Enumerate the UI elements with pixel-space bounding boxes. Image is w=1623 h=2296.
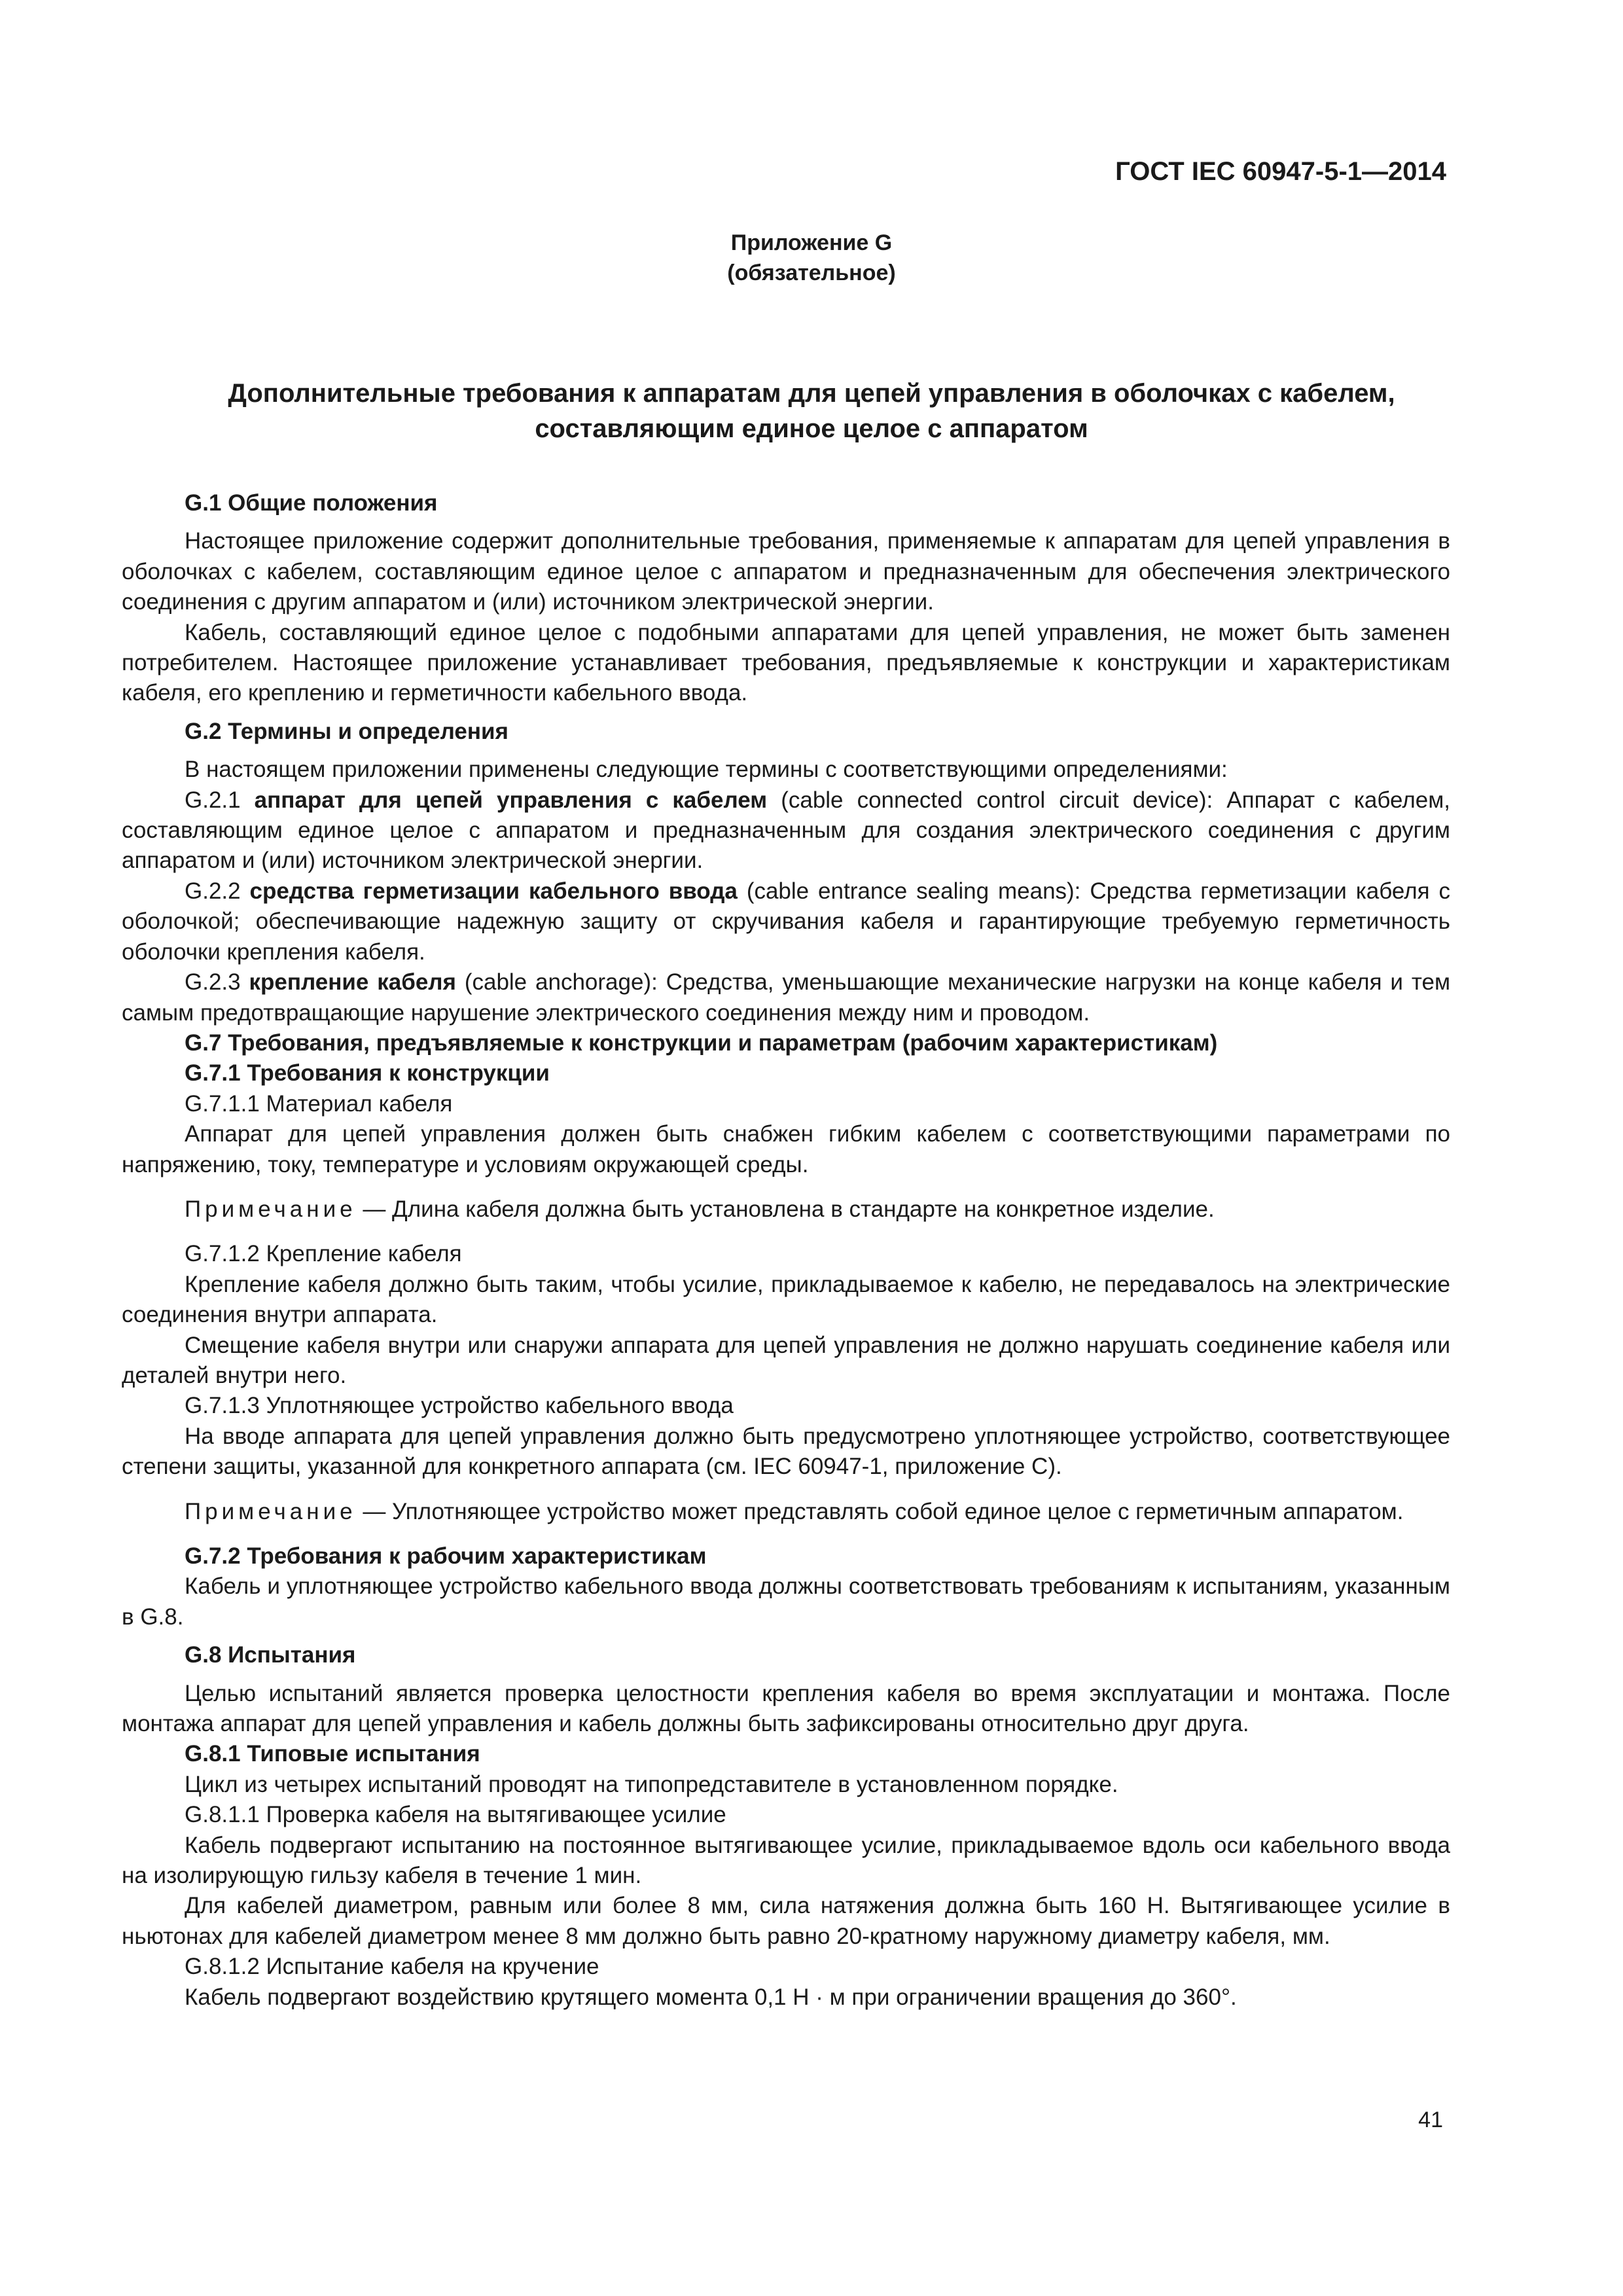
clause-heading-g811: G.8.1.1 Проверка кабеля на вытягивающее усилие <box>185 1802 726 1828</box>
section-heading-g2: G.2 Термины и определения <box>185 718 508 744</box>
subsection-heading-g81: G.8.1 Типовые испытания <box>185 1741 480 1767</box>
term-definition-g21 <box>122 785 1450 876</box>
annex-title-line-1: Дополнительные требования к аппаратам для цепей управления в оболочках с кабелем, <box>228 379 1395 408</box>
term-number: G.2.3 <box>185 969 249 996</box>
term-definition-g23 <box>122 967 1450 1028</box>
note-text: — Длина кабеля должна быть установлена в стандарте на конкретное изделие. <box>356 1196 1215 1222</box>
paragraph: Крепление кабеля должно быть таким, чтобы усилие, прикладываемое к кабелю, не передавалось на электрические соединения внутри аппарата. <box>122 1271 1450 1328</box>
note-2 <box>122 1497 1450 1527</box>
clause-heading-g712: G.7.1.2 Крепление кабеля <box>185 1241 462 1267</box>
note-text: — Уплотняющее устройство может представлять собой единое целое с герметичным аппаратом. <box>356 1498 1404 1524</box>
section-heading-g8: G.8 Испытания <box>185 1642 356 1668</box>
note-1 <box>122 1194 1450 1225</box>
clause-heading-g711: G.7.1.1 Материал кабеля <box>185 1090 453 1117</box>
term-name: аппарат для цепей управления с кабелем <box>254 787 768 813</box>
term-text: (cable anchorage): Средства, уменьшающие механические нагрузки на конце кабеля и тем самым предотвращающие нарушение электрического соединения между ним и проводом. <box>122 969 1451 1026</box>
clause-heading-g812: G.8.1.2 Испытание кабеля на кручение <box>185 1954 599 1980</box>
paragraph: На вводе аппарата для цепей управления должно быть предусмотрено уплотняющее устройство, соответствующее степени защиты, указанной для конкретного аппарата (см. IEC 60947-1, приложение C). <box>122 1423 1450 1480</box>
annex-label: Приложение G <box>730 230 893 255</box>
subsection-heading-g71: G.7.1 Требования к конструкции <box>185 1060 550 1086</box>
page-number: 41 <box>1418 2108 1443 2132</box>
annex-title-line-2: составляющим единое целое с аппаратом <box>535 414 1088 443</box>
paragraph: Целью испытаний является проверка целостности крепления кабеля во время эксплуатации и монтажа. После монтажа аппарат для цепей управления и кабель должны быть зафиксированы относительно друг друга. <box>122 1680 1450 1737</box>
paragraph: Кабель и уплотняющее устройство кабельного ввода должны соответствовать требованиям к испытаниям, указанным в G.8. <box>122 1573 1450 1630</box>
term-number: G.2.2 <box>185 878 250 904</box>
paragraph: Для кабелей диаметром, равным или более 8 мм, сила натяжения должна быть 160 Н. Вытягивающее усилие в ньютонах для кабелей диаметром менее 8 мм должно быть равно 20-кратному наружному диаметру кабеля, мм. <box>122 1893 1450 1949</box>
term-name: средства герметизации кабельного ввода <box>249 878 738 904</box>
paragraph: Кабель подвергают испытанию на постоянное вытягивающее усилие, прикладываемое вдоль оси кабельного ввода на изолирующую гильзу кабеля в течение 1 мин. <box>122 1832 1450 1889</box>
note-label: Примечание <box>185 1196 357 1222</box>
paragraph: Аппарат для цепей управления должен быть снабжен гибким кабелем с соответствующими параметрами по напряжению, току, температуре и условиям окружающей среды. <box>122 1121 1450 1177</box>
paragraph: Кабель, составляющий единое целое с подобными аппаратами для цепей управления, не может быть заменен потребителем. Настоящее приложение устанавливает требования, предъявляемые к конструкции и характеристикам кабеля, его креплению и герметичности кабельного ввода. <box>122 619 1450 706</box>
paragraph: Цикл из четырех испытаний проводят на типопредставителе в установленном порядке. <box>185 1771 1118 1797</box>
standard-designation: ГОСТ IEC 60947-5-1—2014 <box>1115 157 1446 186</box>
document-body <box>122 488 1450 2013</box>
paragraph: В настоящем приложении применены следующие термины с соответствующими определениями: <box>185 757 1228 783</box>
term-name: крепление кабеля <box>249 969 456 996</box>
paragraph: Смещение кабеля внутри или снаружи аппарата для цепей управления не должно нарушать соединение кабеля или деталей внутри него. <box>122 1332 1450 1388</box>
note-label: Примечание <box>185 1498 357 1524</box>
term-definition-g22 <box>122 876 1450 967</box>
annex-status: (обязательное) <box>727 260 896 285</box>
section-heading-g7: G.7 Требования, предъявляемые к конструкции и параметрам (рабочим характеристикам) <box>185 1030 1218 1056</box>
term-text: (cable entrance sealing means): Средства герметизации кабеля с оболочкой; обеспечивающие надежную защиту от скручивания кабеля и гарантирующие требуемую герметичность оболочки крепления кабеля. <box>122 878 1451 965</box>
annex-title <box>0 376 1623 446</box>
subsection-heading-g72: G.7.2 Требования к рабочим характеристикам <box>185 1543 707 1569</box>
term-text: (cable connected control circuit device): Аппарат с кабелем, составляющим единое целое с аппаратом и предназначенным для создания электрического соединения с другим аппаратом и (или) источником электрической энергии. <box>122 787 1450 874</box>
paragraph: Настоящее приложение содержит дополнительные требования, применяемые к аппаратам для цепей управления в оболочках с кабелем, составляющим единое целое с аппаратом и предназначенным для обеспечения электрического соединения с другим аппаратом и (или) источником электрической энергии. <box>122 528 1450 615</box>
paragraph: Кабель подвергают воздействию крутящего момента 0,1 Н · м при ограничении вращения до 360°. <box>185 1984 1237 2010</box>
term-number: G.2.1 <box>185 787 255 813</box>
section-heading-g1: G.1 Общие положения <box>185 490 438 516</box>
clause-heading-g713: G.7.1.3 Уплотняющее устройство кабельного ввода <box>185 1393 734 1419</box>
